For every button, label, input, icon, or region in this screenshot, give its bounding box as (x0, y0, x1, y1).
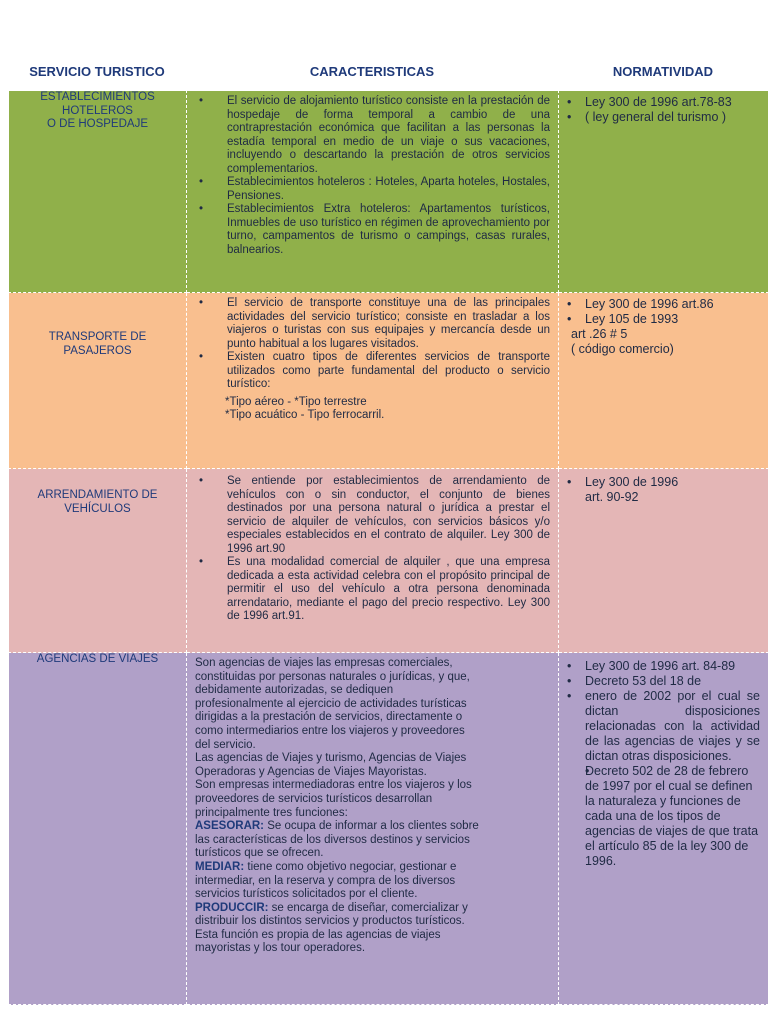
list-item: • El servicio de alojamiento turístico consiste en la prestación de hospedaje de forma temporal a cambio de una contraprestación económica que facilitan a las personas la estadía temporal en medio de un viaje o sus vacaciones, incluyendo o descartando la prestación de otros servicios complementarios. (197, 95, 550, 176)
normatividad-cell (559, 653, 768, 1005)
header-caracteristicas: CARACTERISTICAS (309, 64, 435, 79)
servicio-cell (9, 653, 187, 1005)
agencias-intro: Son agencias de viajes las empresas comerciales, constituidas por personas naturales o jurídicas, y que, debidamente autorizadas, se dediquen profesionalmente al ejercicio de actividades turísticas dirigidas a la prestación de servicios, directamente o como intermediarios entre los viajeros y proveedores del servicio. Las agencias de Viajes y turismo, Agencias de Viajes Operadoras y Agencias de Viajes Mayoristas. Son empresas intermediadoras entre los viajeros y los proveedores de servicios turísticos desarrollan principalmente tres funciones: (195, 657, 472, 819)
table-row (9, 469, 768, 653)
table-header (8, 64, 768, 84)
list-item: • Establecimientos hoteleros : Hoteles, Aparta hoteles, Hostales, Pensiones. (197, 176, 550, 203)
list-item: • Existen cuatro tipos de diferentes servicios de transporte utilizados como parte fundamental del producto o servicio turístico: (197, 351, 550, 392)
list-item: • Es una modalidad comercial de alquiler , que una empresa dedicada a esta actividad celebra con el propósito principal de permitir el uso del vehículo a otra persona denominada arrendatario, mediante el pago del precio respectivo. Ley 300 de 1996 art.91. (197, 556, 550, 624)
caracteristicas-cell (187, 91, 559, 293)
funcion-producir-title: PRODUCCIR: (195, 901, 269, 914)
table-row (9, 653, 768, 1005)
list-item: • Establecimientos Extra hoteleros: Apartamentos turísticos, Inmuebles de uso turístico en régimen de aprovechamiento por turno, campamentos de turismo o campings, casas rurales, balnearios. (197, 203, 550, 257)
list-item: • Ley 105 de 1993 (565, 312, 760, 327)
funcion-producir-text: se encarga de diseñar, comercializar y distribuir los distintos servicios y productos turísticos. Esta función es propia de las agencias de viajes mayoristas y los tour operadores. (195, 901, 468, 955)
servicio-cell (9, 469, 187, 653)
servicio-label: TRANSPORTE DE PASAJEROS (48, 331, 147, 357)
servicio-label: ARRENDAMIENTO DE VEHÍCULOS (37, 489, 158, 515)
caracteristicas-cell (187, 293, 559, 469)
header-normatividad: NORMATIVIDAD (612, 64, 714, 79)
servicio-label: ESTABLECIMIENTOS HOTELEROS O DE HOSPEDAJE (40, 91, 155, 130)
servicio-cell (9, 293, 187, 469)
funcion-asesorar-title: ASESORAR: (195, 820, 265, 833)
list-item: • Decreto 53 del 18 de (565, 674, 760, 689)
servicio-label: AGENCIAS DE VIAJES (36, 653, 159, 665)
funcion-asesorar-text: Se ocupa de informar a los clientes sobre las características de los diversos destinos y servicios turísticos que se ofrecen. (195, 820, 479, 860)
funcion-mediar-title: MEDIAR: (195, 860, 245, 873)
list-item: • enero de 2002 por el cual se dictan disposiciones relacionadas con la actividad de las agencias de viajes y se dictan otras disposiciones. (565, 689, 760, 764)
list-item: • ( ley general del turismo ) (565, 110, 760, 125)
caracteristicas-cell (187, 469, 559, 653)
list-item: • Decreto 502 de 28 de febrero de 1997 por el cual se definen la naturaleza y funciones de cada una de los tipos de agencias de viajes de que trata el artículo 85 de la ley 300 de 1996. (565, 764, 760, 869)
list-item: • Ley 300 de 1996 art. 84-89 (565, 659, 760, 674)
list-item: • Ley 300 de 1996 art. 90-92 (565, 475, 760, 505)
services-table (8, 90, 768, 1005)
servicio-cell (9, 91, 187, 293)
tipos-transporte: *Tipo aéreo - *Tipo terrestre *Tipo acuático - Tipo ferrocarril. (225, 395, 385, 421)
table-row (9, 293, 768, 469)
list-item: • Se entiende por establecimientos de arrendamiento de vehículos con o sin conductor, el conjunto de bienes destinados por una persona natural o jurídica a prestar el servicio de alquiler de vehículos, con servicios básicos y/o especiales establecidos en el contrato de alquiler. Ley 300 de 1996 art.90 (197, 475, 550, 556)
funcion-mediar-text: tiene como objetivo negociar, gestionar e intermediar, en la reserva y compra de los diversos servicios turísticos solicitados por el cliente. (195, 860, 457, 901)
normatividad-extra: art .26 # 5 ( código comercio) (571, 327, 674, 356)
normatividad-cell (559, 91, 768, 293)
normatividad-cell (559, 469, 768, 653)
list-item: • Ley 300 de 1996 art.78-83 (565, 95, 760, 110)
header-servicio: SERVICIO TURISTICO (29, 64, 165, 79)
list-item: • Ley 300 de 1996 art.86 (565, 297, 760, 312)
list-item: • El servicio de transporte constituye una de las principales actividades del servicio turístico; consiste en trasladar a los viajeros o turistas con sus equipajes y mercancía desde un punto habitual a los lugares visitados. (197, 297, 550, 351)
caracteristicas-cell (187, 653, 559, 1005)
normatividad-cell (559, 293, 768, 469)
table-row (9, 91, 768, 293)
